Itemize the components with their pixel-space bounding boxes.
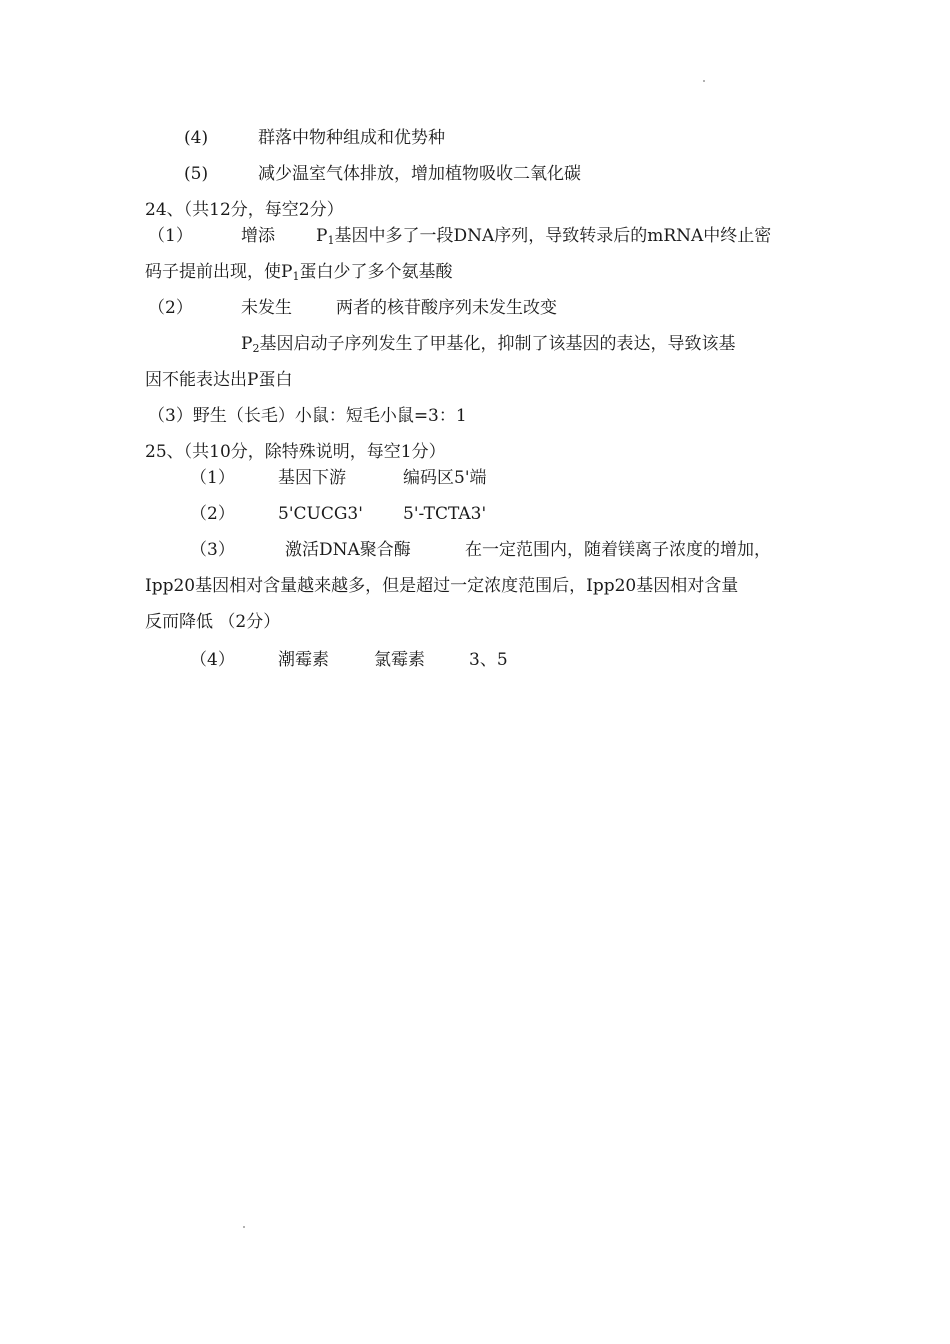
item-number: (4)	[184, 128, 209, 148]
item-number: (5)	[184, 164, 209, 184]
scan-speck	[243, 1226, 245, 1228]
explanation-rest: 基因启动子序列发生了甲基化，抑制了该基因的表达，导致该基	[259, 334, 736, 354]
answer-text: 减少温室气体排放，增加植物吸收二氧化碳	[258, 164, 581, 184]
item-number: （2）	[190, 504, 235, 524]
answer-text: 增添	[241, 226, 275, 246]
gene-subscript: 2	[252, 342, 260, 355]
explanation-text: 在一定范围内，随着镁离子浓度的增加，	[465, 540, 771, 560]
answer-text: 激活DNA聚合酶	[285, 540, 411, 560]
scan-speck	[703, 80, 705, 82]
gene-subscript: 1	[292, 270, 300, 283]
answer-text: 3、5	[469, 650, 508, 670]
explanation-rest: 基因中多了一段DNA序列，导致转录后的mRNA中终止密	[334, 226, 772, 246]
explanation-text: 两者的核苷酸序列未发生改变	[336, 298, 557, 318]
answer-text: 未发生	[241, 298, 292, 318]
item-number: （4）	[190, 650, 235, 670]
explanation-text: 反而降低 （2分）	[145, 612, 281, 632]
answer-text: 氯霉素	[374, 650, 425, 670]
explanation-text: Ipp20基因相对含量越来越多，但是超过一定浓度范围后，Ipp20基因相对含量	[145, 576, 739, 596]
answer-text: 基因下游	[278, 468, 346, 488]
question-header: 25、（共10分，除特殊说明，每空1分）	[145, 442, 446, 462]
explanation-text	[145, 260, 452, 289]
answer-text: 群落中物种组成和优势种	[258, 128, 445, 148]
answer-text: 潮霉素	[278, 650, 329, 670]
explanation-part: 码子提前出现，使P	[145, 262, 293, 282]
answer-text: 5'CUCG3'	[278, 504, 363, 524]
question-header: 24、（共12分，每空2分）	[145, 200, 344, 220]
explanation-rest: 蛋白少了多个氨基酸	[299, 262, 453, 282]
item-number: （3）	[190, 540, 235, 560]
item-number: （1）	[148, 226, 193, 246]
gene-subscript: 1	[327, 234, 335, 247]
item-number: （1）	[190, 468, 235, 488]
gene-symbol: P	[241, 334, 253, 354]
item-number: （2）	[148, 298, 193, 318]
explanation-text	[316, 224, 771, 253]
gene-symbol: P	[316, 226, 328, 246]
answer-text: 编码区5'端	[403, 468, 487, 488]
answer-text: （3）野生（长毛）小鼠：短毛小鼠=3：1	[148, 406, 467, 426]
answer-text: 5'-TCTA3'	[403, 504, 487, 524]
explanation-text: 因不能表达出P蛋白	[145, 370, 293, 390]
explanation-text	[241, 332, 735, 361]
